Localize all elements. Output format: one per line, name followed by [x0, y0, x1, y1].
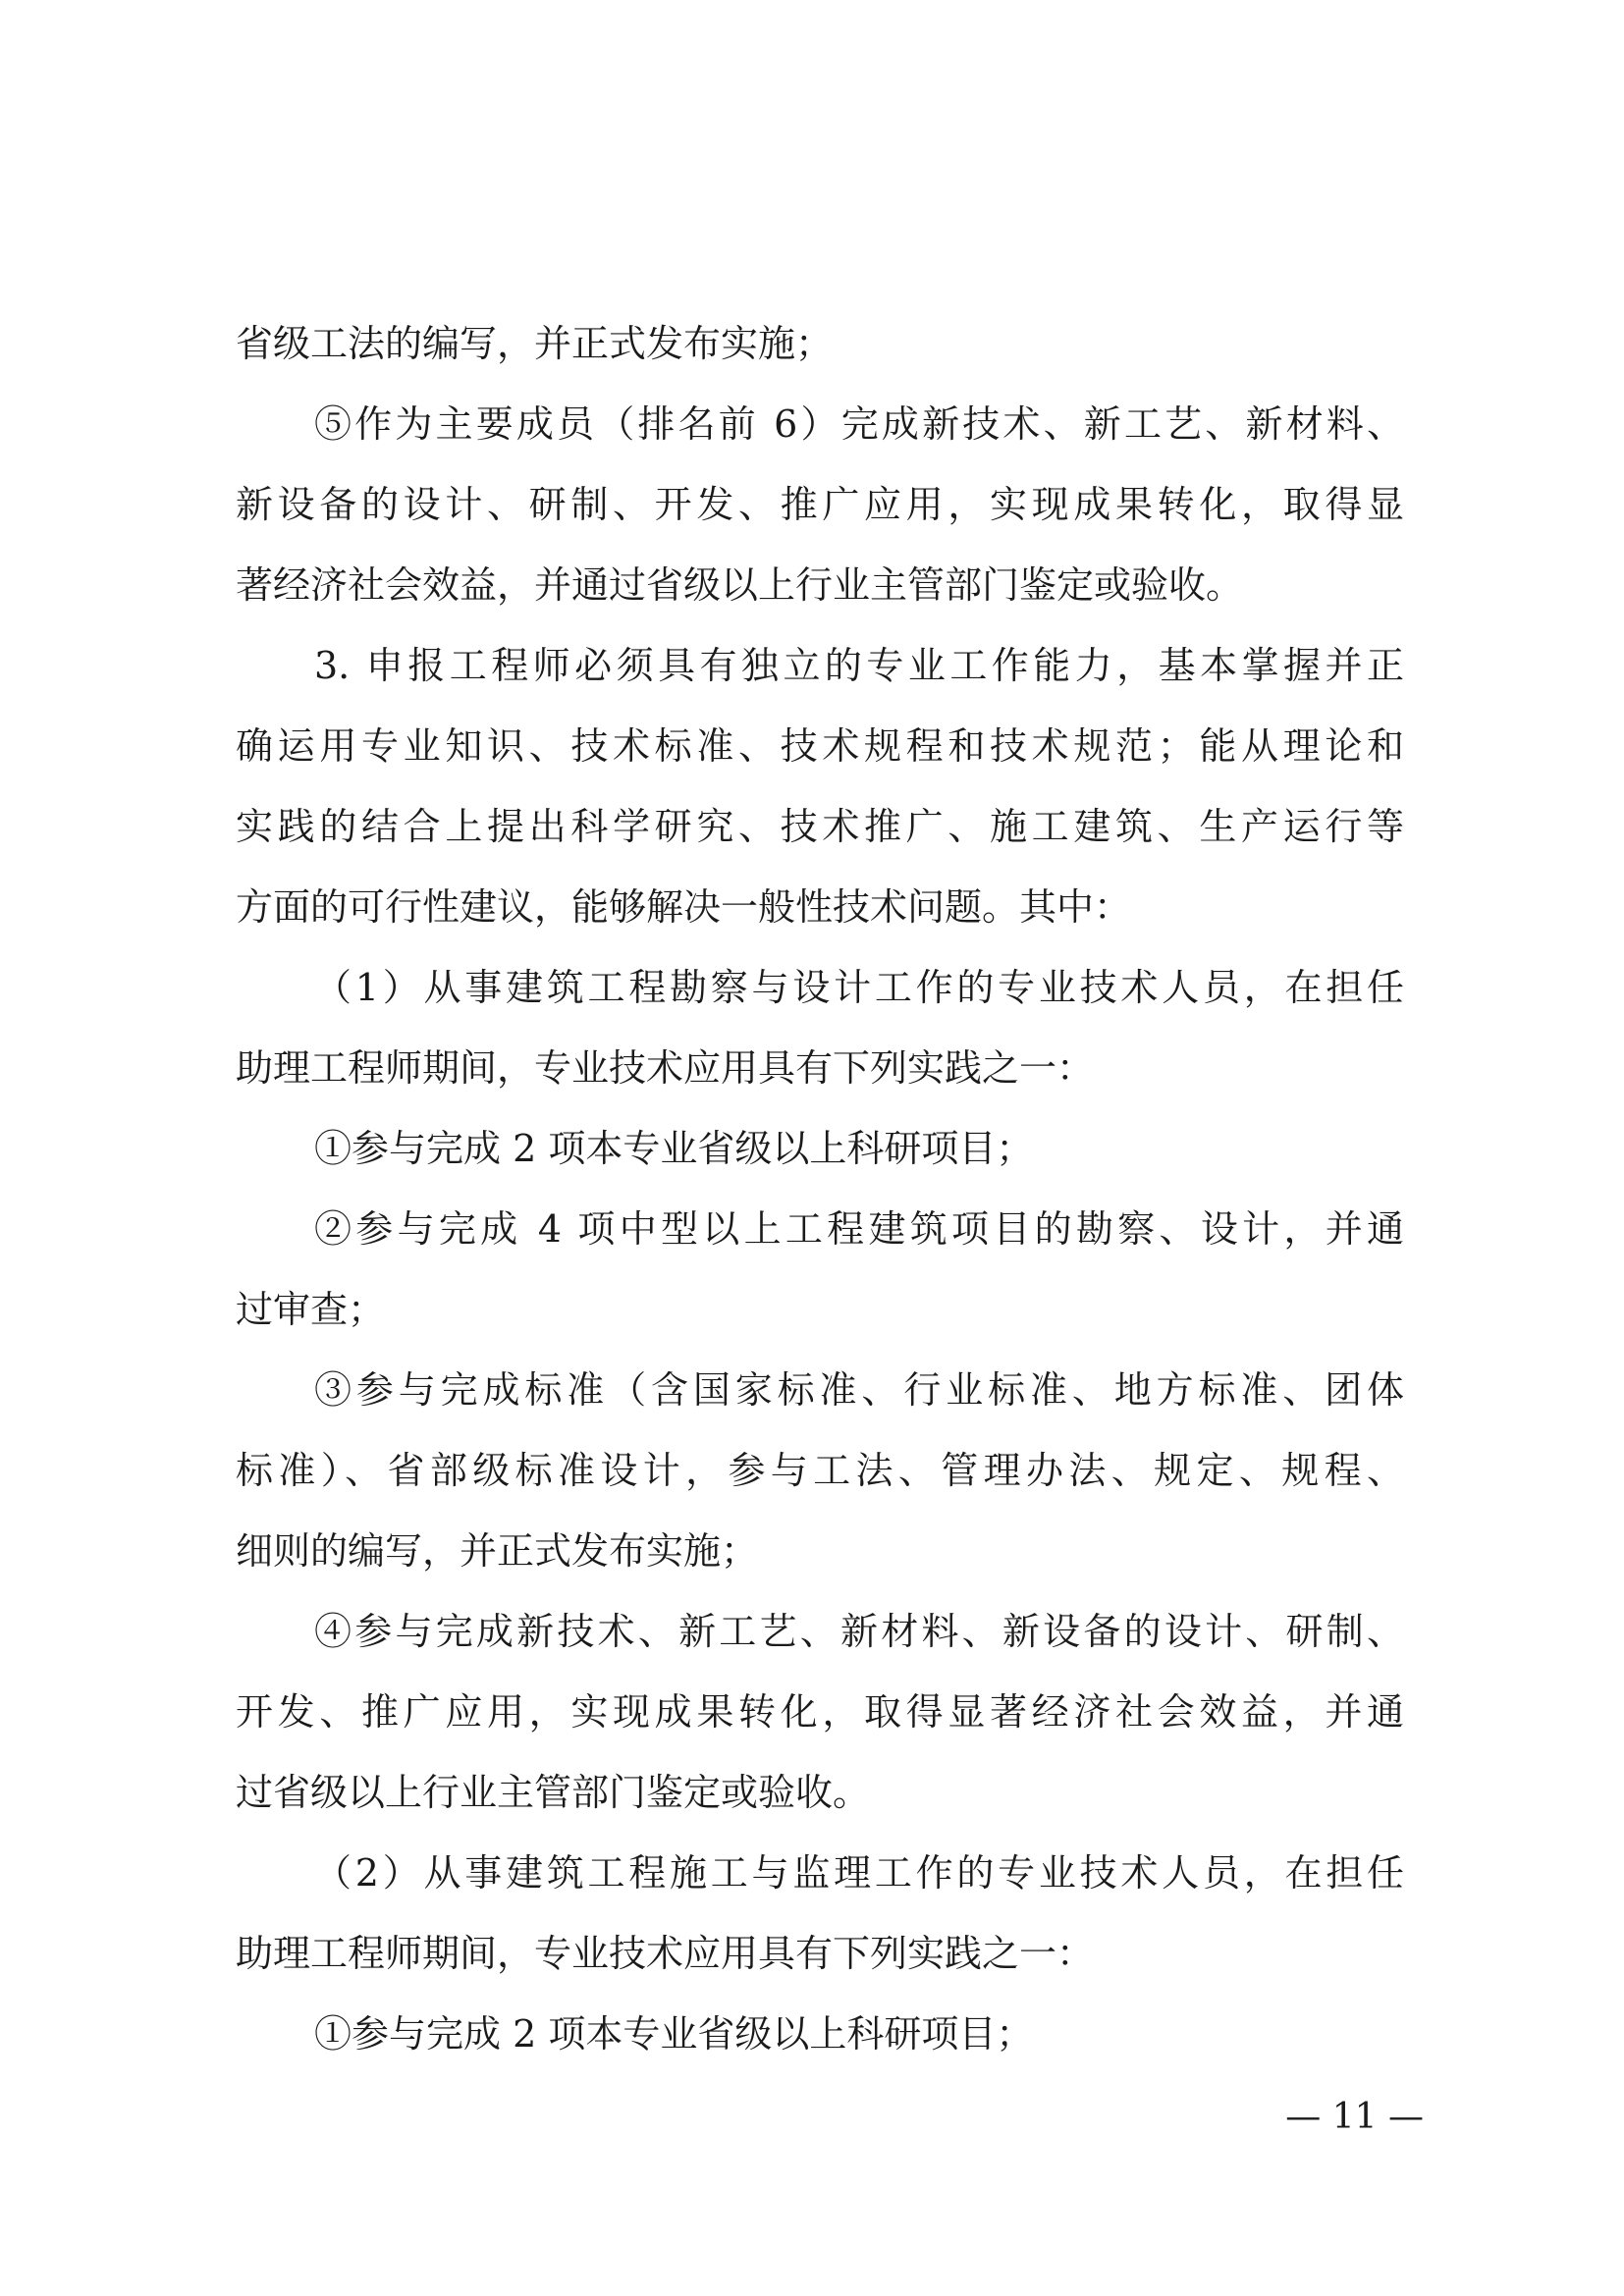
- text-line: 著经济社会效益，并通过省级以上行业主管部门鉴定或验收。: [236, 563, 1244, 607]
- text-line: 助理工程师期间，专业技术应用具有下列实践之一：: [236, 1932, 1095, 1975]
- text-line: ④参与完成新技术、新工艺、新材料、新设备的设计、研制、: [314, 1610, 1404, 1653]
- text-line: ①参与完成 2 项本专业省级以上科研项目；: [314, 1127, 1034, 1170]
- text-line: 过省级以上行业主管部门鉴定或验收。: [236, 1771, 871, 1814]
- text-line: 实践的结合上提出科学研究、技术推广、施工建筑、生产运行等: [236, 805, 1404, 848]
- text-line: 新设备的设计、研制、开发、推广应用，实现成果转化，取得显: [236, 483, 1404, 526]
- text-line: （2）从事建筑工程施工与监理工作的专业技术人员，在担任: [314, 1851, 1404, 1895]
- text-line: 细则的编写，并正式发布实施；: [236, 1529, 759, 1573]
- text-line: 过审查；: [236, 1288, 386, 1331]
- text-line: 省级工法的编写，并正式发布实施；: [236, 322, 834, 365]
- text-line: 确运用专业知识、技术标准、技术规程和技术规范；能从理论和: [236, 724, 1404, 768]
- text-line: ①参与完成 2 项本专业省级以上科研项目；: [314, 2012, 1034, 2056]
- text-line: ②参与完成 4 项中型以上工程建筑项目的勘察、设计，并通: [314, 1207, 1404, 1251]
- text-line: 助理工程师期间，专业技术应用具有下列实践之一：: [236, 1046, 1095, 1090]
- text-line: ⑤作为主要成员（排名前 6）完成新技术、新工艺、新材料、: [314, 402, 1404, 446]
- text-line: 标准）、省部级标准设计，参与工法、管理办法、规定、规程、: [236, 1449, 1404, 1492]
- text-line: 方面的可行性建议，能够解决一般性技术问题。其中：: [236, 885, 1132, 929]
- text-line: ③参与完成标准（含国家标准、行业标准、地方标准、团体: [314, 1368, 1404, 1412]
- text-line: 3. 申报工程师必须具有独立的专业工作能力，基本掌握并正: [314, 644, 1404, 687]
- text-line: （1）从事建筑工程勘察与设计工作的专业技术人员，在担任: [314, 966, 1404, 1009]
- text-line: 开发、推广应用，实现成果转化，取得显著经济社会效益，并通: [236, 1690, 1404, 1734]
- page-number: — 11 —: [1285, 2097, 1424, 2137]
